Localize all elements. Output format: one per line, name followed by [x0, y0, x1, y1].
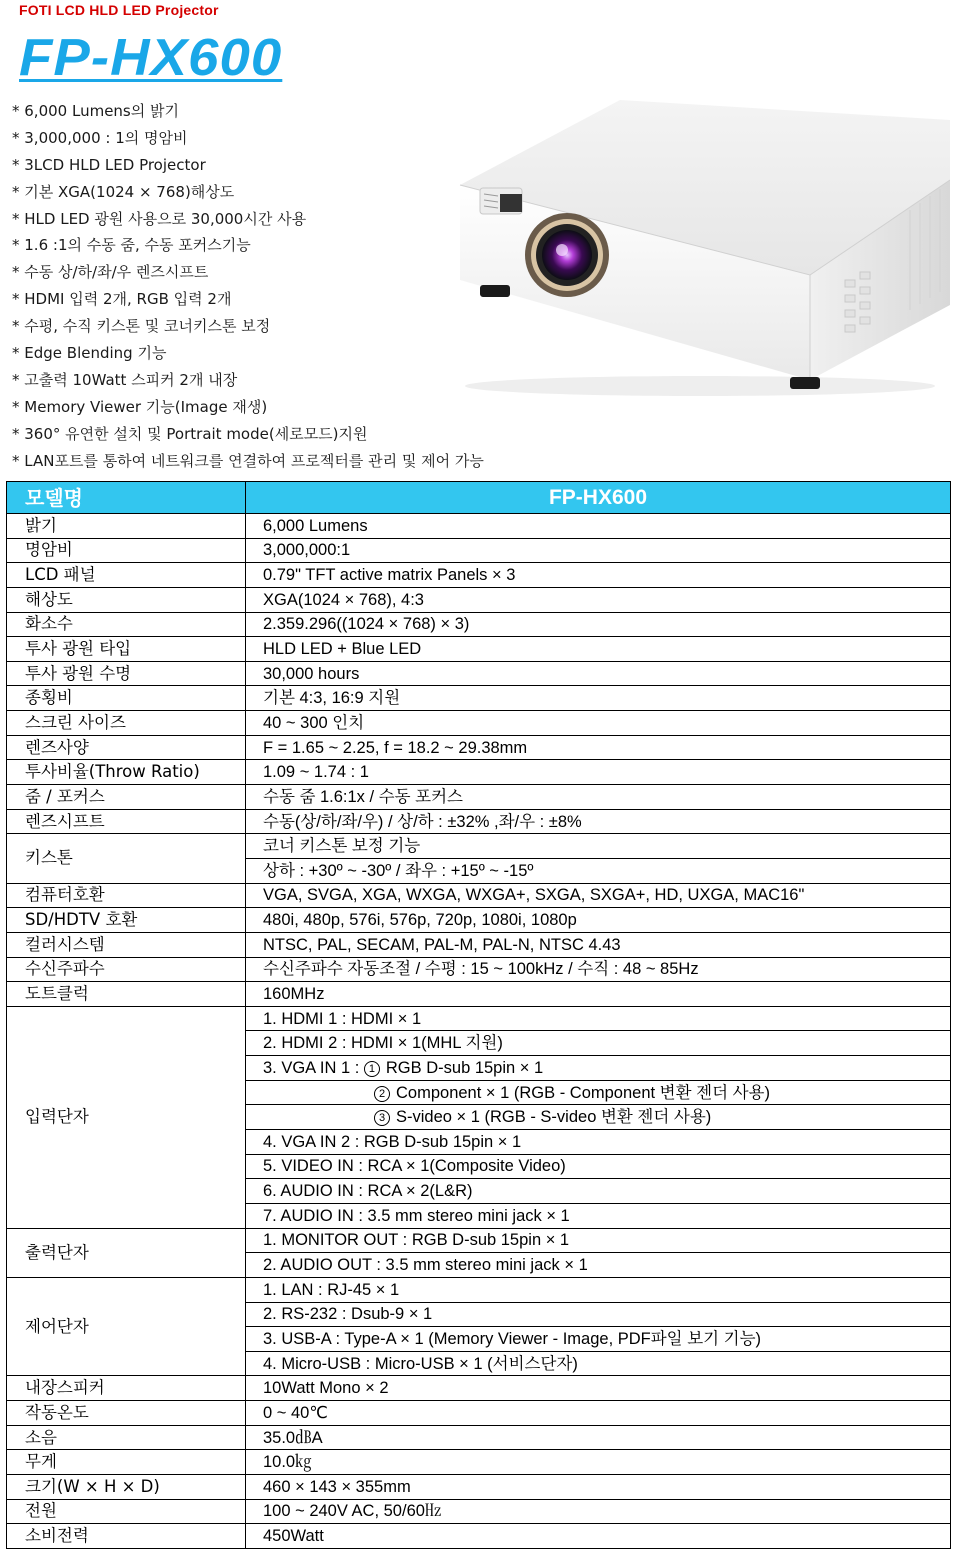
- spec-value: 460 × 143 × 355mm: [246, 1474, 951, 1499]
- table-row: [7, 908, 951, 933]
- spec-value: 수동 줌 1.6:1x / 수동 포커스: [246, 785, 951, 810]
- spec-value: 수신주파수 자동조절 / 수평 : 15 ~ 100kHz / 수직 : 48 ~ 85Hz: [246, 957, 951, 982]
- table-row: [7, 883, 951, 908]
- spec-key: 도트클럭: [7, 982, 246, 1007]
- table-header-row: [7, 482, 951, 514]
- table-row: [7, 661, 951, 686]
- spec-value: 6,000 Lumens: [246, 514, 951, 539]
- feature-item: * 360° 유연한 설치 및 Portrait mode(세로모드)지원: [12, 424, 368, 443]
- spec-value: [246, 1056, 951, 1081]
- spec-value: 4. VGA IN 2 : RGB D-sub 15pin × 1: [246, 1130, 951, 1155]
- table-row: [7, 1425, 951, 1450]
- spec-value: 1. HDMI 1 : HDMI × 1: [246, 1006, 951, 1031]
- spec-key: 명암비: [7, 538, 246, 563]
- spec-value: 100 ~ 240V AC, 50/60㎐: [246, 1499, 951, 1524]
- spec-key: LCD 패널: [7, 563, 246, 588]
- spec-key: 크기(W × H × D): [7, 1474, 246, 1499]
- spec-value: 1. MONITOR OUT : RGB D-sub 15pin × 1: [246, 1228, 951, 1253]
- spec-key: 입력단자: [7, 1006, 246, 1228]
- spec-key: 제어단자: [7, 1277, 246, 1376]
- spec-value: 1. LAN : RJ-45 × 1: [246, 1277, 951, 1302]
- spec-value: 코너 키스톤 보정 기능: [246, 834, 951, 859]
- feature-item: * HLD LED 광원 사용으로 30,000시간 사용: [12, 209, 307, 228]
- spec-key: 출력단자: [7, 1228, 246, 1277]
- table-row: [7, 1376, 951, 1401]
- spec-key: 화소수: [7, 612, 246, 637]
- spec-table: [6, 481, 951, 1549]
- spec-value: 10.0㎏: [246, 1450, 951, 1475]
- vga1-label: 3. VGA IN 1 :: [263, 1058, 360, 1077]
- spec-key: 전원: [7, 1499, 246, 1524]
- spec-key: SD/HDTV 호환: [7, 908, 246, 933]
- spec-value: 40 ~ 300 인치: [246, 711, 951, 736]
- vga1-option: Component × 1 (RGB - Component 변환 젠더 사용): [396, 1083, 770, 1102]
- header-key: 모델명: [7, 482, 246, 514]
- spec-value: 0.79" TFT active matrix Panels × 3: [246, 563, 951, 588]
- table-row: [7, 1277, 951, 1302]
- spec-key: 무게: [7, 1450, 246, 1475]
- spec-key: 줌 / 포커스: [7, 785, 246, 810]
- model-title: FP-HX600: [19, 29, 283, 87]
- table-row: [7, 686, 951, 711]
- feature-item: * Memory Viewer 기능(Image 재생): [12, 397, 268, 416]
- spec-value: 6. AUDIO IN : RCA × 2(L&R): [246, 1179, 951, 1204]
- spec-value: 수동(상/하/좌/우) / 상/하 : ±32% ,좌/우 : ±8%: [246, 809, 951, 834]
- table-row: [7, 809, 951, 834]
- spec-value: HLD LED + Blue LED: [246, 637, 951, 662]
- table-row: [7, 637, 951, 662]
- spec-key: 투사 광원 타입: [7, 637, 246, 662]
- spec-value: 상하 : +30º ~ -30º / 좌우 : +15º ~ -15º: [246, 858, 951, 883]
- spec-value: 1.09 ~ 1.74 : 1: [246, 760, 951, 785]
- table-row: [7, 735, 951, 760]
- spec-value: VGA, SVGA, XGA, WXGA, WXGA+, SXGA, SXGA+, HD, UXGA, MAC16": [246, 883, 951, 908]
- table-row: [7, 587, 951, 612]
- spec-key: 종횡비: [7, 686, 246, 711]
- spec-key: 투사 광원 수명: [7, 661, 246, 686]
- feature-item: * LAN포트를 통하여 네트워크를 연결하여 프로젝터를 관리 및 제어 가능: [12, 451, 484, 470]
- spec-value: NTSC, PAL, SECAM, PAL-M, PAL-N, NTSC 4.43: [246, 932, 951, 957]
- feature-item: * 3LCD HLD LED Projector: [12, 155, 206, 174]
- table-row: [7, 834, 951, 859]
- spec-key: 투사비율(Throw Ratio): [7, 760, 246, 785]
- header-value: FP-HX600: [246, 482, 951, 514]
- vga1-option: S-video × 1 (RGB - S-video 변환 젠더 사용): [396, 1108, 712, 1127]
- feature-item: * 수평, 수직 키스톤 및 코너키스톤 보정: [12, 317, 271, 336]
- spec-value: 5. VIDEO IN : RCA × 1(Composite Video): [246, 1154, 951, 1179]
- spec-value: 3. USB-A : Type-A × 1 (Memory Viewer - Image, PDF파일 보기 기능): [246, 1327, 951, 1352]
- table-row: [7, 711, 951, 736]
- feature-item: * 기본 XGA(1024 × 768)해상도: [12, 182, 235, 201]
- spec-value: 0 ~ 40℃: [246, 1401, 951, 1426]
- feature-item: * 수동 상/하/좌/우 렌즈시프트: [12, 263, 209, 282]
- spec-key: 컴퓨터호환: [7, 883, 246, 908]
- table-row: [7, 1450, 951, 1475]
- circled-number: 1: [364, 1061, 380, 1077]
- spec-key: 렌즈사양: [7, 735, 246, 760]
- spec-value: 4. Micro-USB : Micro-USB × 1 (서비스단자): [246, 1351, 951, 1376]
- feature-item: * 3,000,000 : 1의 명암비: [12, 128, 188, 147]
- spec-value: 30,000 hours: [246, 661, 951, 686]
- spec-value: 2. RS-232 : Dsub-9 × 1: [246, 1302, 951, 1327]
- table-row: [7, 612, 951, 637]
- spec-value: 7. AUDIO IN : 3.5 mm stereo mini jack × 1: [246, 1203, 951, 1228]
- table-row: [7, 1006, 951, 1031]
- vga1-option: RGB D-sub 15pin × 1: [385, 1058, 544, 1077]
- table-row: [7, 563, 951, 588]
- table-row: [7, 982, 951, 1007]
- feature-list: [12, 98, 484, 474]
- spec-key: 소비전력: [7, 1524, 246, 1549]
- feature-item: * 고출력 10Watt 스피커 2개 내장: [12, 370, 238, 389]
- brand-line: FOTI LCD HLD LED Projector: [19, 2, 219, 18]
- circled-number: 2: [374, 1086, 390, 1102]
- table-row: [7, 1401, 951, 1426]
- table-row: [7, 957, 951, 982]
- spec-key: 밝기: [7, 514, 246, 539]
- spec-key: 내장스피커: [7, 1376, 246, 1401]
- spec-value: [246, 1105, 951, 1130]
- feature-item: * 1.6 :1의 수동 줌, 수동 포커스기능: [12, 236, 251, 255]
- spec-value: 450Watt: [246, 1524, 951, 1549]
- spec-value: 2.359.296((1024 × 768) × 3): [246, 612, 951, 637]
- spec-key: 작동온도: [7, 1401, 246, 1426]
- spec-value: 35.0㏈A: [246, 1425, 951, 1450]
- circled-number: 3: [374, 1110, 390, 1126]
- spec-value: 10Watt Mono × 2: [246, 1376, 951, 1401]
- spec-value: XGA(1024 × 768), 4:3: [246, 587, 951, 612]
- spec-value: 2. HDMI 2 : HDMI × 1(MHL 지원): [246, 1031, 951, 1056]
- spec-value: 2. AUDIO OUT : 3.5 mm stereo mini jack × 1: [246, 1253, 951, 1278]
- spec-key: 해상도: [7, 587, 246, 612]
- table-row: [7, 932, 951, 957]
- table-row: [7, 1474, 951, 1499]
- spec-value: F = 1.65 ~ 2.25, f = 18.2 ~ 29.38mm: [246, 735, 951, 760]
- spec-value: 480i, 480p, 576i, 576p, 720p, 1080i, 1080p: [246, 908, 951, 933]
- spec-key: 스크린 사이즈: [7, 711, 246, 736]
- feature-item: * Edge Blending 기능: [12, 344, 167, 363]
- spec-value: 기본 4:3, 16:9 지원: [246, 686, 951, 711]
- table-row: [7, 1228, 951, 1253]
- table-row: [7, 760, 951, 785]
- table-row: [7, 1499, 951, 1524]
- spec-key: 렌즈시프트: [7, 809, 246, 834]
- spec-key: 소음: [7, 1425, 246, 1450]
- table-row: [7, 538, 951, 563]
- spec-value: 3,000,000:1: [246, 538, 951, 563]
- table-row: [7, 514, 951, 539]
- spec-key: 수신주파수: [7, 957, 246, 982]
- feature-item: * HDMI 입력 2개, RGB 입력 2개: [12, 290, 232, 309]
- spec-value: 160MHz: [246, 982, 951, 1007]
- spec-value: [246, 1080, 951, 1105]
- spec-key: 컬러시스템: [7, 932, 246, 957]
- table-row: [7, 785, 951, 810]
- projector-image: [450, 90, 950, 400]
- table-row: [7, 1524, 951, 1549]
- feature-item: * 6,000 Lumens의 밝기: [12, 102, 179, 120]
- spec-key: 키스톤: [7, 834, 246, 883]
